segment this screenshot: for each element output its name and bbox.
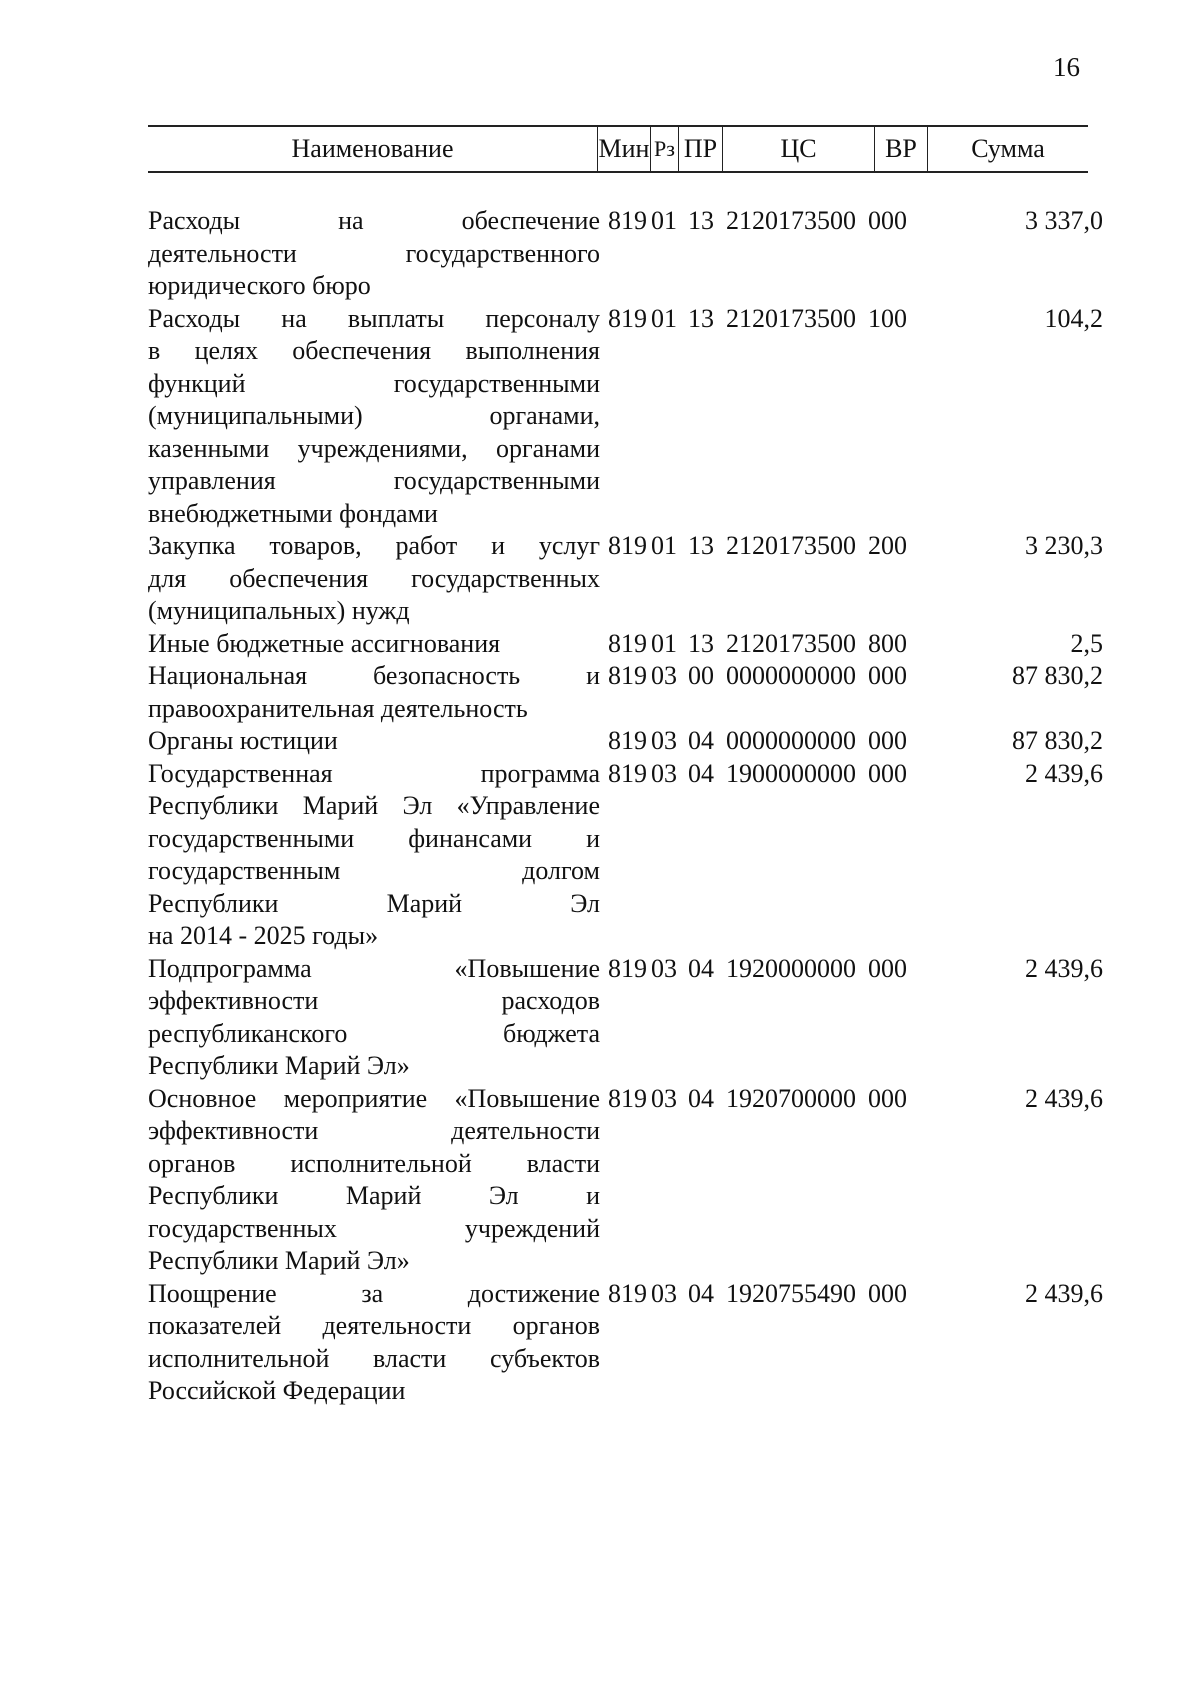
row-name-line: Национальная безопасность и xyxy=(148,661,600,690)
row-pr: 13 xyxy=(688,303,714,333)
row-min: 819 xyxy=(608,953,647,983)
table-row xyxy=(148,530,1108,628)
row-name-line: Иные бюджетные ассигнования xyxy=(148,628,501,658)
row-name xyxy=(148,725,600,758)
row-vr: 000 xyxy=(868,726,907,755)
table-row xyxy=(148,1083,1108,1278)
row-sum: 2 439,6 xyxy=(1025,1278,1103,1308)
row-name-line: Расходы на обеспечение xyxy=(148,206,600,235)
row-vr: 100 xyxy=(868,303,907,333)
row-name xyxy=(148,660,600,725)
budget-table xyxy=(148,125,1103,1405)
header-min: Мин xyxy=(597,127,650,171)
row-vr: 800 xyxy=(868,628,907,658)
row-name-line: органов исполнительной власти xyxy=(148,1148,600,1178)
row-cs: 0000000000 xyxy=(726,726,856,755)
table-row xyxy=(148,953,1108,1083)
row-vr: 000 xyxy=(868,206,907,235)
row-sum: 87 830,2 xyxy=(1012,661,1103,690)
row-cs: 1900000000 xyxy=(726,758,856,788)
row-rz: 01 xyxy=(651,531,677,560)
header-rz: Рз xyxy=(650,127,678,171)
table-row xyxy=(148,758,1108,953)
row-name-line: на 2014 - 2025 годы» xyxy=(148,921,379,950)
row-rz: 03 xyxy=(651,661,677,690)
row-min: 819 xyxy=(608,726,647,755)
row-vr: 000 xyxy=(868,1083,907,1113)
table-row xyxy=(148,205,1108,303)
row-name-line: Расходы на выплаты персоналу xyxy=(148,303,600,333)
row-rz: 03 xyxy=(651,758,677,788)
row-name-line: эффективности расходов xyxy=(148,986,600,1015)
row-name-line: казенными учреждениями, органами xyxy=(148,433,600,463)
row-name-line: Закупка товаров, работ и услуг xyxy=(148,531,600,560)
row-min: 819 xyxy=(608,758,647,788)
row-cs: 0000000000 xyxy=(726,661,856,690)
row-pr: 13 xyxy=(688,628,714,658)
row-rz: 03 xyxy=(651,1083,677,1113)
row-pr: 04 xyxy=(688,953,714,983)
row-pr: 13 xyxy=(688,206,714,235)
header-name: Наименование xyxy=(291,134,454,163)
row-cs: 1920000000 xyxy=(726,953,856,983)
row-sum: 2 439,6 xyxy=(1025,953,1103,983)
row-pr: 04 xyxy=(688,1278,714,1308)
row-min: 819 xyxy=(608,206,647,235)
row-min: 819 xyxy=(608,531,647,560)
row-name-line: исполнительной власти субъектов xyxy=(148,1343,600,1373)
row-min: 819 xyxy=(608,1083,647,1113)
row-name-line: Поощрение за достижение xyxy=(148,1278,600,1308)
row-name-line: управления государственными xyxy=(148,466,600,495)
row-min: 819 xyxy=(608,628,647,658)
row-vr: 000 xyxy=(868,953,907,983)
row-name-line: (муниципальных) нужд xyxy=(148,596,410,625)
row-name xyxy=(148,628,600,661)
table-row xyxy=(148,628,1108,661)
row-min: 819 xyxy=(608,661,647,690)
table-body xyxy=(148,205,1108,1408)
row-pr: 13 xyxy=(688,531,714,560)
row-pr: 04 xyxy=(688,758,714,788)
row-name-line: государственных учреждений xyxy=(148,1213,600,1243)
row-name-line: в целях обеспечения выполнения xyxy=(148,336,600,365)
row-cs: 1920700000 xyxy=(726,1083,856,1113)
row-name-line: Республики Марий Эл» xyxy=(148,1246,410,1275)
row-sum: 3 230,3 xyxy=(1025,531,1103,560)
row-name-line: Основное мероприятие «Повышение xyxy=(148,1083,600,1113)
row-rz: 03 xyxy=(651,1278,677,1308)
row-name-line: Республики Марий Эл и xyxy=(148,1181,600,1210)
row-name-line: республиканского бюджета xyxy=(148,1018,600,1048)
row-vr: 000 xyxy=(868,661,907,690)
row-rz: 01 xyxy=(651,628,677,658)
row-vr: 000 xyxy=(868,1278,907,1308)
header-cs: ЦС xyxy=(722,127,874,171)
row-sum: 3 337,0 xyxy=(1025,206,1103,235)
row-rz: 03 xyxy=(651,726,677,755)
table-row xyxy=(148,303,1108,531)
row-name xyxy=(148,303,600,531)
row-name-line: внебюджетными фондами xyxy=(148,498,438,528)
row-name-line: правоохранительная деятельность xyxy=(148,693,528,723)
row-sum: 2 439,6 xyxy=(1025,1083,1103,1113)
row-rz: 01 xyxy=(651,206,677,235)
row-cs: 1920755490 xyxy=(726,1278,856,1308)
row-min: 819 xyxy=(608,1278,647,1308)
row-name-line: Подпрограмма «Повышение xyxy=(148,953,600,983)
header-pr: ПР xyxy=(678,127,722,171)
table-header xyxy=(148,125,1088,173)
table-row xyxy=(148,1278,1108,1408)
row-vr: 200 xyxy=(868,531,907,560)
row-name-line: (муниципальными) органами, xyxy=(148,401,600,430)
table-row xyxy=(148,660,1108,725)
row-name-line: Органы юстиции xyxy=(148,726,338,755)
row-name xyxy=(148,205,600,303)
row-cs: 2120173500 xyxy=(726,628,856,658)
row-cs: 2120173500 xyxy=(726,303,856,333)
page-number: 16 xyxy=(1053,52,1080,82)
row-rz: 01 xyxy=(651,303,677,333)
row-cs: 2120173500 xyxy=(726,531,856,560)
row-name-line: для обеспечения государственных xyxy=(148,563,600,593)
row-name xyxy=(148,953,600,1083)
row-pr: 04 xyxy=(688,726,714,755)
row-name-line: деятельности государственного xyxy=(148,238,600,268)
row-name-line: Республики Марий Эл xyxy=(148,888,600,918)
row-pr: 00 xyxy=(688,661,714,690)
row-rz: 03 xyxy=(651,953,677,983)
row-sum: 2,5 xyxy=(1070,628,1103,658)
row-sum: 87 830,2 xyxy=(1012,726,1103,755)
row-name-line: Республики Марий Эл «Управление xyxy=(148,791,600,820)
row-name xyxy=(148,530,600,628)
row-name-line: Республики Марий Эл» xyxy=(148,1051,410,1080)
row-vr: 000 xyxy=(868,758,907,788)
row-pr: 04 xyxy=(688,1083,714,1113)
row-name-line: государственными финансами и xyxy=(148,823,600,853)
row-name-line: функций государственными xyxy=(148,368,600,398)
row-sum: 2 439,6 xyxy=(1025,758,1103,788)
row-min: 819 xyxy=(608,303,647,333)
row-name-line: юридического бюро xyxy=(148,271,371,300)
table-row xyxy=(148,725,1108,758)
row-name xyxy=(148,758,600,953)
row-name-line: Российской Федерации xyxy=(148,1376,406,1405)
row-name-line: государственным долгом xyxy=(148,856,600,885)
row-name xyxy=(148,1278,600,1408)
header-vr: ВР xyxy=(874,127,928,171)
row-name-line: показателей деятельности органов xyxy=(148,1311,600,1340)
row-sum: 104,2 xyxy=(1044,303,1103,333)
header-sum: Сумма xyxy=(971,134,1045,163)
row-name-line: Государственная программа xyxy=(148,758,600,788)
row-name-line: эффективности деятельности xyxy=(148,1116,600,1145)
row-cs: 2120173500 xyxy=(726,206,856,235)
row-name xyxy=(148,1083,600,1278)
